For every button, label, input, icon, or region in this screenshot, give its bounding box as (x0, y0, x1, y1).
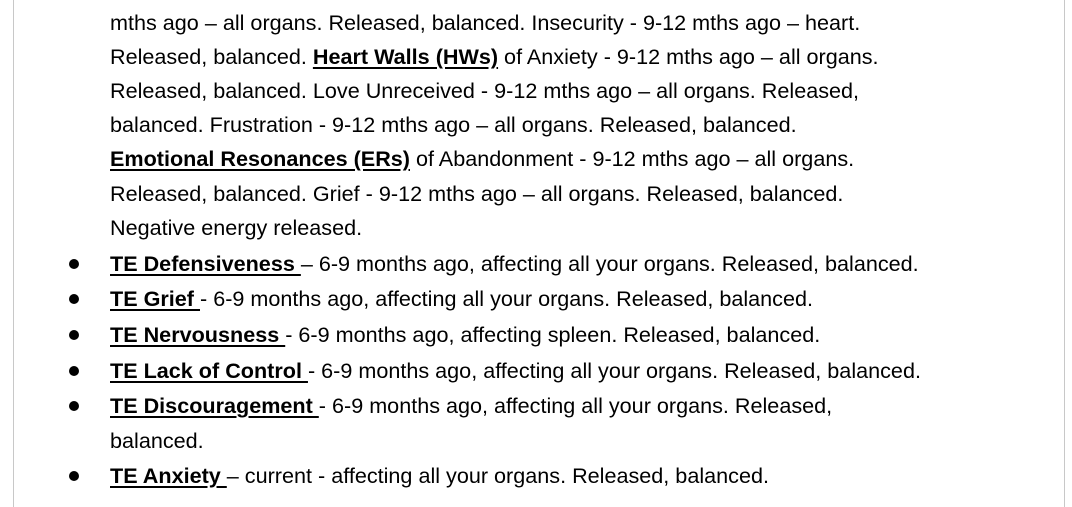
list-item-continuation: balanced. (110, 428, 204, 453)
list-item-text: - 6-9 months ago, affecting all your organs. Released, (318, 393, 833, 418)
list-item-term: TE Nervousness (110, 322, 286, 347)
paragraph-text: Released, balanced. (110, 44, 313, 69)
list-item-term: TE Discouragement (110, 393, 319, 418)
list-item (110, 282, 813, 316)
list-item (110, 247, 919, 281)
paragraph-line-2 (110, 40, 879, 74)
list-item-text: - 6-9 months ago, affecting all your organs. Released, balanced. (307, 358, 921, 383)
bullet-dot (69, 247, 81, 281)
bullet-dot (69, 354, 81, 388)
list-item (110, 459, 769, 493)
bullet-dot (69, 282, 81, 316)
paragraph-line-3: Released, balanced. Love Unreceived - 9-12 mths ago – all organs. Released, (110, 78, 860, 103)
bullet-dot (69, 459, 81, 493)
bullet-dot (69, 389, 81, 423)
emotional-resonances-term: Emotional Resonances (ERs) (110, 146, 410, 171)
list-item (110, 318, 820, 352)
list-item (110, 389, 832, 423)
paragraph-line-7: Negative energy released. (110, 215, 363, 240)
list-item-text: - 6-9 months ago, affecting spleen. Released, balanced. (285, 322, 821, 347)
list-item-term: TE Lack of Control (110, 358, 308, 383)
heart-walls-term: Heart Walls (HWs) (312, 44, 499, 69)
list-item-term: TE Defensiveness (110, 251, 301, 276)
list-item (110, 354, 921, 388)
paragraph-line-4: balanced. Frustration - 9-12 mths ago – all organs. Released, balanced. (110, 112, 797, 137)
paragraph-line-5 (110, 142, 854, 176)
list-item-text: – 6-9 months ago, affecting all your organs. Released, balanced. (300, 251, 919, 276)
paragraph-line-6: Released, balanced. Grief - 9-12 mths ago – all organs. Released, balanced. (110, 181, 844, 206)
list-item-text: - 6-9 months ago, affecting all your organs. Released, balanced. (200, 286, 813, 311)
paragraph-line-1: mths ago – all organs. Released, balanced. Insecurity - 9-12 mths ago – heart. (110, 10, 861, 35)
bullet-dot (69, 318, 81, 352)
paragraph-text: of Abandonment - 9-12 mths ago – all organs. (409, 146, 855, 171)
list-item-text: – current - affecting all your organs. Released, balanced. (226, 463, 769, 488)
paragraph-text: of Anxiety - 9-12 mths ago – all organs. (498, 44, 879, 69)
list-item-term: TE Grief (110, 286, 200, 311)
list-item-term: TE Anxiety (110, 463, 227, 488)
